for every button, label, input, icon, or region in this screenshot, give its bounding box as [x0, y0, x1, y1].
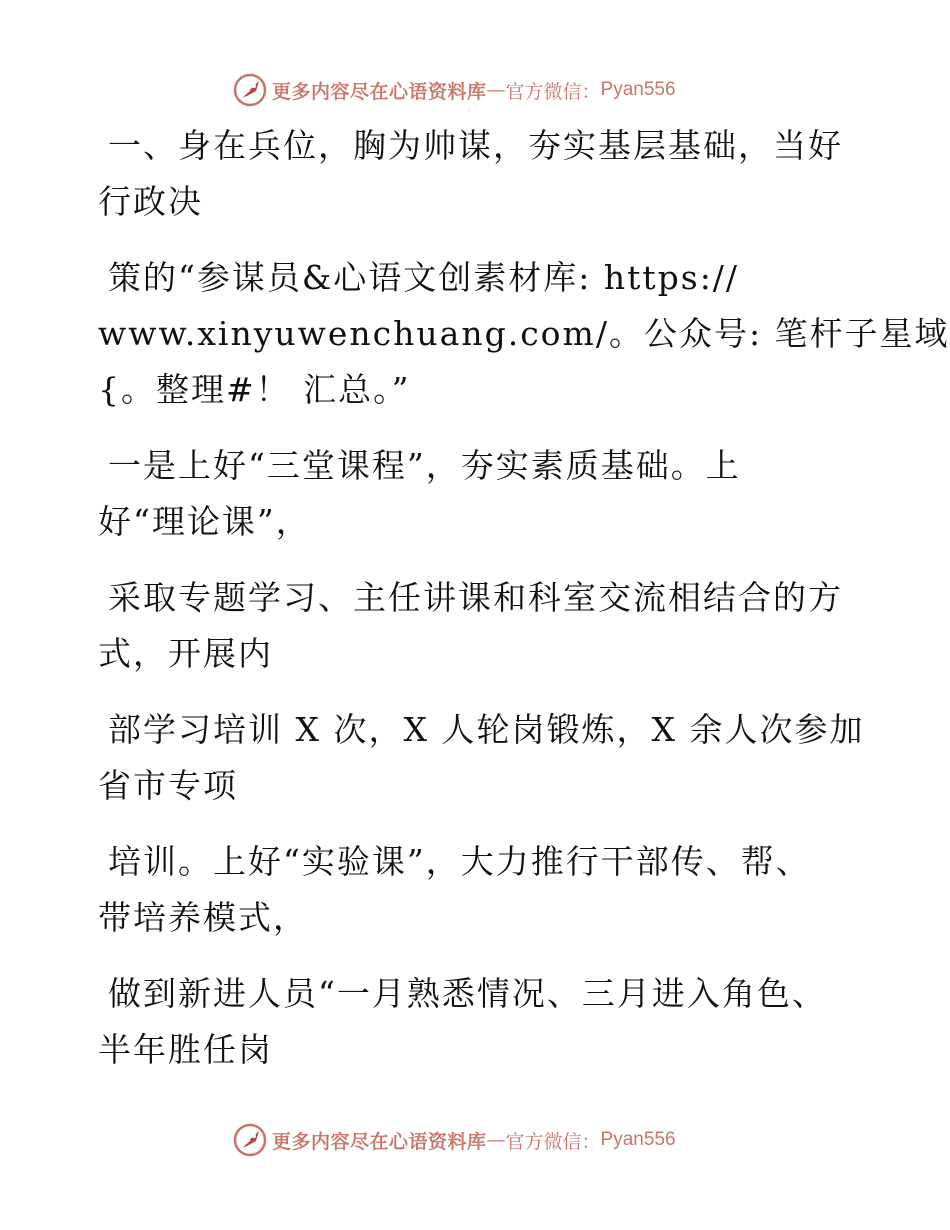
footer-banner — [232, 1120, 752, 1160]
text-line: 半年胜任岗 — [98, 1030, 273, 1069]
banner-wechat-label: 官方微信： — [505, 1130, 601, 1153]
banner-wechat-label: 官方微信： — [505, 80, 601, 103]
text-line: 培训。上好“实验课”，大力推行干部传、帮、 — [108, 842, 811, 881]
quill-pen-logo-icon — [232, 72, 268, 108]
banner-separator: — — [486, 1129, 506, 1151]
header-banner — [232, 70, 752, 110]
text-line: 省市专项 — [98, 766, 238, 805]
text-line: {。整理#！ 汇总。” — [98, 370, 411, 409]
banner-brand-text: 更多内容尽在心语资料库 — [272, 1130, 487, 1153]
text-line: 一、身在兵位，胸为帅谋，夯实基层基础，当好 — [108, 126, 843, 165]
text-line: 策的“参谋员&心语文创素材库: https:// — [108, 258, 740, 297]
document-body — [98, 118, 950, 1078]
text-line: 采取专题学习、主任讲课和科室交流相结合的方 — [108, 578, 843, 617]
text-line: 式，开展内 — [98, 634, 273, 673]
text-line: 部学习培训 X 次，X 人轮岗锻炼，X 余人次参加 — [108, 710, 865, 749]
banner-wechat-id: Pyan556 — [600, 1129, 676, 1150]
text-line: 行政决 — [98, 182, 203, 221]
text-line: 做到新进人员“一月熟悉情况、三月进入角色、 — [108, 974, 827, 1013]
banner-wechat-id: Pyan556 — [600, 79, 676, 100]
banner-brand-text: 更多内容尽在心语资料库 — [272, 80, 487, 103]
text-line: 一是上好“三堂课程”，夯实素质基础。上 — [108, 446, 741, 485]
text-line: 带培养模式， — [98, 898, 308, 937]
quill-pen-logo-icon — [232, 1122, 268, 1158]
text-line: 好“理论课”， — [98, 502, 311, 541]
text-line: www.xinyuwenchuang.com/。公众号: 笔杆子星域 — [98, 314, 950, 353]
banner-separator: — — [486, 79, 506, 101]
